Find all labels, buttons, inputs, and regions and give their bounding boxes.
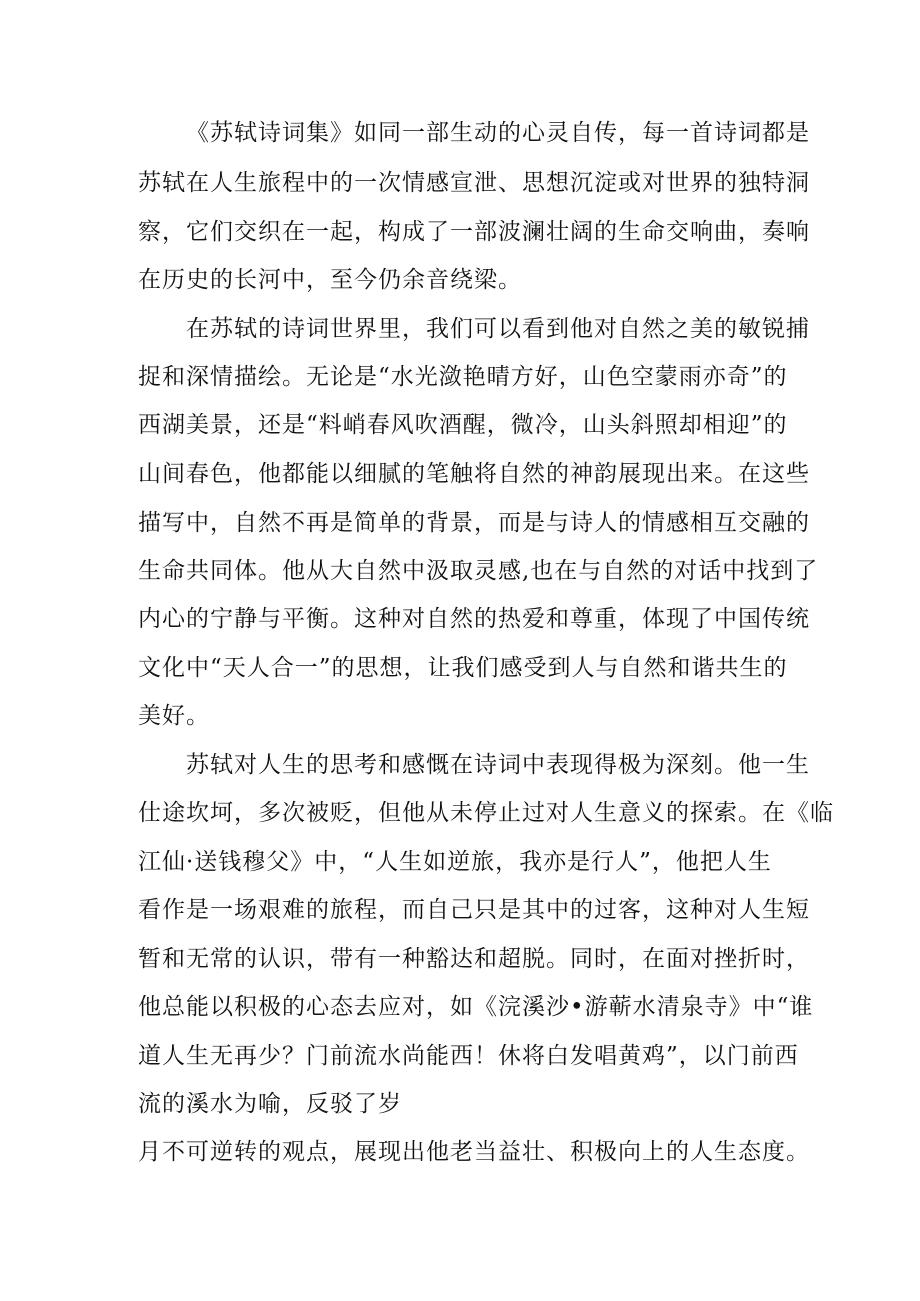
paragraph-2-line-6: 生命共同体。他从大自然中汲取灵感,也在与自然的对话中找到了 — [138, 558, 819, 584]
paragraph-3-line-7: 道人生无再少？门前流水尚能西！休将白发唱黄鸡”，以门前西 — [138, 1043, 799, 1069]
paragraph-1-line-3: 察，它们交织在一起，构成了一部波澜壮阔的生命交响曲，奏响 — [138, 219, 810, 245]
paragraph-1-line-1: 《苏轼诗词集》如同一部生动的心灵自传，每一首诗词都是 — [186, 120, 810, 146]
paragraph-3-line-2: 仕途坎坷，多次被贬，但他从未停止过对人生意义的探索。在《临 — [138, 800, 834, 826]
paragraph-3-line-4: 看作是一场艰难的旅程，而自己只是其中的过客，这种对人生短 — [138, 897, 810, 923]
paragraph-3-line-9: 月不可逆转的观点，展现出他老当益壮、积极向上的人生态度。 — [138, 1139, 810, 1165]
paragraph-2-line-5: 描写中，自然不再是简单的背景，而是与诗人的情感相互交融的 — [138, 510, 810, 536]
paragraph-2-line-7: 内心的宁静与平衡。这种对自然的热爱和尊重，体现了中国传统 — [138, 606, 810, 632]
paragraph-3-line-1: 苏轼对人生的思考和感慨在诗词中表现得极为深刻。他一生 — [186, 752, 810, 778]
paragraph-2-line-2: 捉和深情描绘。无论是“水光潋艳晴方好，山色空蒙雨亦奇”的 — [138, 364, 788, 390]
paragraph-2-line-1: 在苏轼的诗词世界里，我们可以看到他对自然之美的敏锐捕 — [186, 316, 810, 342]
paragraph-1-line-4: 在历史的长河中，至今仍余音绕梁。 — [138, 267, 522, 293]
paragraph-2-line-8: 文化中“天人合一”的思想，让我们感受到人与自然和谐共生的 — [138, 655, 788, 681]
paragraph-3-line-6: 他总能以积极的心态去应对，如《浣溪沙•游蕲水清泉寺》中“谁 — [138, 994, 814, 1020]
paragraph-2-line-4: 山间春色，他都能以细腻的笔触将自然的神韵展现出来。在这些 — [138, 461, 810, 487]
paragraph-2-line-3: 西湖美景，还是“料峭春风吹酒醒，微冷，山头斜照却相迎”的 — [138, 412, 788, 438]
paragraph-3-line-5: 暂和无常的认识，带有一种豁达和超脱。同时，在面对挫折时， — [138, 946, 810, 972]
paragraph-2-line-9: 美好。 — [138, 703, 210, 729]
paragraph-3-line-3: 江仙·送钱穆父》中，“人生如逆旅，我亦是行人”，他把人生 — [138, 849, 772, 875]
paragraph-1-line-2: 苏轼在人生旅程中的一次情感宣泄、思想沉淀或对世界的独特洞 — [138, 170, 810, 196]
paragraph-3-line-8: 流的溪水为喻，反驳了岁 — [138, 1091, 402, 1117]
